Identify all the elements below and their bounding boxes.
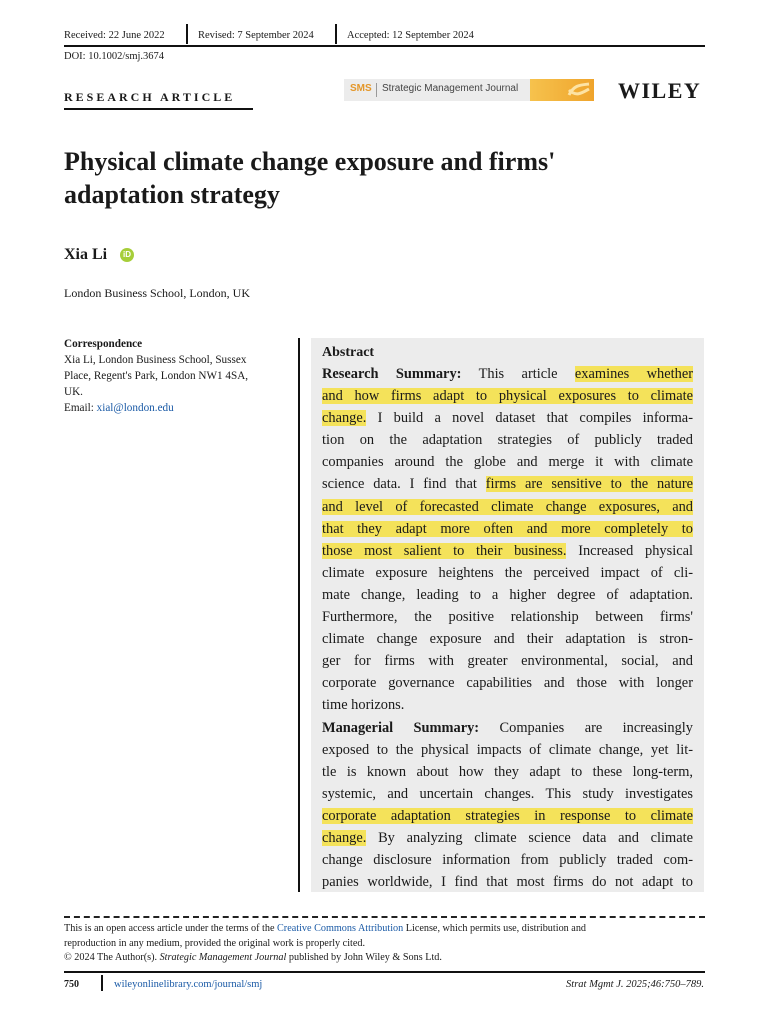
- abstract-line: [322, 562, 693, 584]
- column-divider: [298, 338, 300, 892]
- abstract-text: change disclosure information from publicly traded com-: [322, 852, 693, 869]
- highlighted-text: corporate adaptation strategies in response to climate: [322, 807, 693, 824]
- abstract-text: science data. I find that: [322, 476, 486, 493]
- abstract-line: [322, 451, 693, 473]
- abstract-text: Furthermore, the positive relationship between firms': [322, 609, 693, 626]
- abstract-line: [322, 628, 693, 650]
- abstract-text: Companies are increasingly: [499, 719, 693, 736]
- abstract-text: climate change exposure and their adaptation is stron-: [322, 631, 693, 648]
- highlighted-text: and level of forecasted climate change exposures, and: [322, 498, 693, 515]
- footnote-divider: [64, 916, 705, 918]
- abstract-line: [322, 473, 693, 495]
- abstract-line: [322, 385, 693, 407]
- abstract-text: Increased physical: [566, 542, 693, 559]
- license-link[interactable]: Creative Commons Attribution: [277, 923, 404, 934]
- citation: Strat Mgmt J. 2025;46:750–789.: [566, 979, 704, 990]
- abstract-line: [322, 584, 693, 606]
- accepted-date: Accepted: 12 September 2024: [347, 30, 474, 41]
- abstract-line: [322, 871, 693, 892]
- license-note: This is an open access article under the terms of the Creative Commons Attribution License, which permits use, distribution and reproduction in any medium, provided the original work is properly cited. © 2024 The Author(s). Strategic Management Journal published by John Wiley & Sons Ltd.: [64, 923, 587, 963]
- article-type: RESEARCH ARTICLE: [64, 90, 236, 104]
- abstract-text: time horizons.: [322, 697, 405, 714]
- revised-date: Revised: 7 September 2024: [198, 30, 314, 41]
- correspondence: Correspondence Xia Li, London Business School, Sussex Place, Regent's Park, London NW1 4SA, UK. Email: xial@london.edu: [64, 336, 284, 416]
- highlighted-text: examines whether: [574, 366, 693, 382]
- journal-abbrev: SMS: [350, 83, 372, 94]
- abstract-text: This article: [478, 366, 575, 382]
- page-number: 750: [64, 979, 79, 990]
- abstract-line: [322, 672, 693, 694]
- abstract-text: tle is known about how they adapt to these long-term,: [322, 763, 693, 780]
- journal-website-link[interactable]: wileyonlinelibrary.com/journal/smj: [114, 979, 263, 990]
- abstract-line: [322, 717, 693, 739]
- rs-label: Research Summary:: [322, 366, 462, 382]
- abstract-line: [322, 783, 693, 805]
- abstract-text: climate exposure heightens the perceived impact of cli-: [322, 564, 693, 581]
- orcid-icon[interactable]: iD: [120, 248, 134, 262]
- publisher-logo[interactable]: WILEY: [618, 78, 702, 103]
- highlighted-text: firms are sensitive to the nature: [485, 476, 693, 493]
- doi[interactable]: DOI: 10.1002/smj.3674: [64, 51, 165, 62]
- abstract-text: companies around the globe and merge it with climate: [322, 454, 693, 471]
- abstract-text: tion on the adaptation strategies of publicly traded: [322, 432, 693, 449]
- highlighted-text: those most salient to their business.: [322, 542, 567, 559]
- received-date: Received: 22 June 2022: [64, 30, 165, 41]
- abstract-box: [311, 338, 704, 892]
- abstract-line: [322, 540, 693, 562]
- journal-logo-icon: [566, 81, 592, 99]
- date-separator: [335, 24, 337, 44]
- abstract-line: [322, 407, 693, 429]
- abstract-line: [322, 694, 693, 716]
- abstract-line: [322, 827, 693, 849]
- footer-separator: [101, 975, 103, 991]
- journal-name: Strategic Management Journal: [382, 83, 519, 94]
- correspondence-heading: Correspondence: [64, 338, 143, 350]
- abstract-line: [322, 761, 693, 783]
- abstract-text: corporate governance capabilities and those with longer: [322, 675, 693, 692]
- highlighted-text: that they adapt more often and more completely to: [322, 520, 693, 537]
- publication-dates: [64, 26, 705, 46]
- article-type-underline: [64, 108, 253, 110]
- abstract-text: mate change, leading to a higher degree of adaptation.: [322, 586, 693, 603]
- highlighted-text: change.: [322, 410, 367, 427]
- abstract-line: [322, 363, 693, 385]
- author-name[interactable]: Xia Li: [64, 246, 108, 263]
- journal-banner[interactable]: [344, 79, 594, 101]
- affiliation: London Business School, London, UK: [64, 286, 250, 300]
- abstract-line: [322, 496, 693, 518]
- abstract-text: ger for firms with greater environmental, social, and: [322, 653, 693, 670]
- abstract-line: [322, 518, 693, 540]
- article-title: Physical climate change exposure and firms' adaptation strategy: [64, 147, 556, 209]
- abstract-text: I build a novel dataset that compiles informa-: [366, 410, 693, 427]
- abstract-line: [322, 849, 693, 871]
- ms-label: Managerial Summary:: [322, 719, 480, 736]
- abstract-text: By analyzing climate science data and climate: [366, 829, 693, 846]
- header-rule: [64, 45, 705, 47]
- footer-rule: [64, 971, 705, 973]
- abstract-line: [322, 429, 693, 451]
- abstract-line: [322, 650, 693, 672]
- highlighted-text: change.: [322, 829, 367, 846]
- abstract-line: [322, 606, 693, 628]
- abstract-body: [322, 363, 693, 892]
- email-link[interactable]: xial@london.edu: [96, 402, 174, 414]
- highlighted-text: and how firms adapt to physical exposures to climate: [322, 388, 693, 405]
- abstract-text: systemic, and uncertain changes. This study investigates: [322, 785, 693, 802]
- date-separator: [186, 24, 188, 44]
- abstract-text: panies worldwide, I find that most firms do not adapt to: [322, 874, 693, 891]
- abstract-line: [322, 739, 693, 761]
- abstract-line: [322, 805, 693, 827]
- abstract-heading: Abstract: [322, 345, 375, 360]
- abstract-text: exposed to the physical impacts of climate change, yet lit-: [322, 741, 693, 758]
